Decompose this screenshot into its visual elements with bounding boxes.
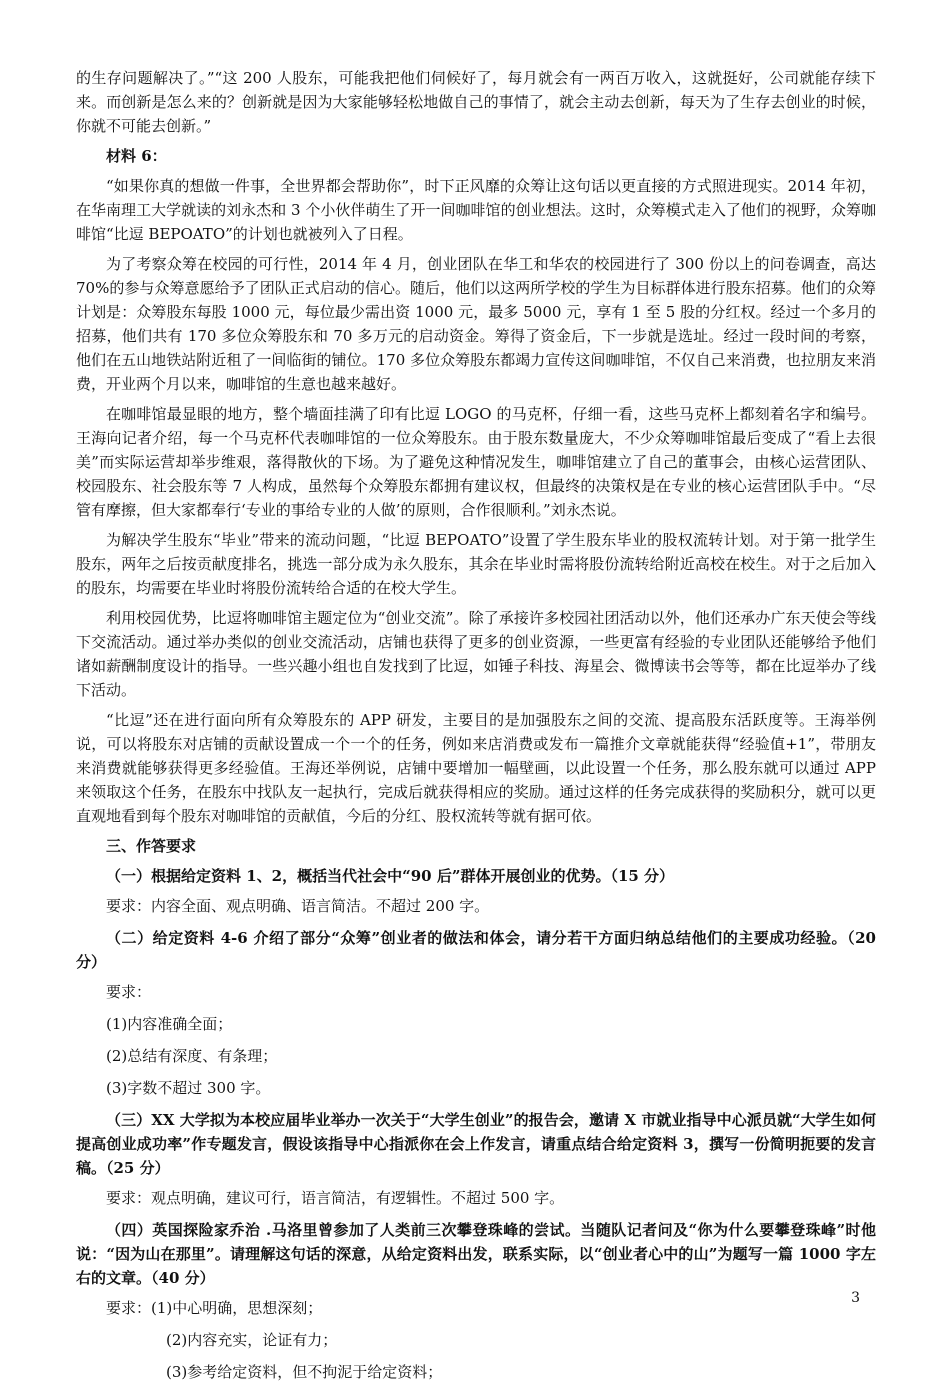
question-4-requirement-item: (2)内容充实，论证有力；	[166, 1331, 338, 1349]
material-6-paragraph-6: “比逗”还在进行面向所有众筹股东的 APP 研发，主要目的是加强股东之间的交流、提高股东活跃度等。王海举例说，可以将股东对店铺的贡献设置成一个一个的任务，例如来店消费或发布一篇推介文章就能获得“经验值+1”，带朋友来消费就能够获得更多经验值。王海还举例说，店铺中要增加一幅壁画，以此设置一个任务，那么股东就可以通过 APP 来领取这个任务，在股东中找队友一起执行，完成后就获得相应的奖励。通过这样的任务完成获得的奖励积分，就可以更直观地看到每个股东对咖啡馆的贡献值，今后的分红、股权流转等就有据可依。	[76, 711, 876, 825]
material-6-paragraph-3: 在咖啡馆最显眼的地方，整个墙面挂满了印有比逗 LOGO 的马克杯，仔细一看，这些马克杯上都刻着名字和编号。王海向记者介绍，每一个马克杯代表咖啡馆的一位众筹股东。由于股东数量庞大，不少众筹咖啡馆最后变成了“看上去很美”而实际运营却举步维艰，落得散伙的下场。为了避免这种情况发生，咖啡馆建立了自己的董事会，由核心运营团队、校园股东、社会股东等 7 人构成，虽然每个众筹股东都拥有建议权，但最终的决策权是在专业的核心运营团队手中。“尽管有摩擦，但大家都奉行‘专业的事给专业的人做’的原则，合作很顺利。”刘永杰说。	[76, 405, 876, 519]
question-2-requirement-label: 要求：	[106, 983, 152, 1001]
intro-paragraph: 的生存问题解决了。”“这 200 人股东，可能我把他们伺候好了，每月就会有一两百万收入，这就挺好，公司就能存续下来。而创新是怎么来的？创新就是因为大家能够轻松地做自己的事情了，就会主动去创新，每天为了生存去创业的时候，你就不可能去创新。”	[76, 69, 876, 135]
question-1: （一）根据给定资料 1、2，概括当代社会中“90 后”群体开展创业的优势。（15 分）	[106, 867, 675, 885]
material-6-paragraph-2: 为了考察众筹在校园的可行性，2014 年 4 月，创业团队在华工和华农的校园进行了 300 份以上的问卷调查，高达 70%的参与众筹意愿给予了团队正式启动的信心。随后，他们以这两所学校的学生为目标群体进行股东招募。他们的众筹计划是：众筹股东每股 1000 元，每位最少需出资 1000 元，最多 5000 元，享有 1 至 5 股的分红权。经过一个多月的招募，他们共有 170 多位众筹股东和 70 多万元的启动资金。筹得了资金后，下一步就是选址。经过一段时间的考察，他们在五山地铁站附近租了一间临街的铺位。170 多位众筹股东都竭力宣传这间咖啡馆，不仅自己来消费，也拉朋友来消费，开业两个月以来，咖啡馆的生意也越来越好。	[76, 255, 876, 393]
material-6-title: 材料 6：	[106, 147, 167, 165]
document-page	[76, 66, 876, 1392]
question-2-requirement-item: (3)字数不超过 300 字。	[106, 1079, 271, 1097]
question-4-requirement-item: (3)参考给定资料，但不拘泥于给定资料；	[166, 1363, 443, 1381]
question-1-requirement: 要求：内容全面、观点明确、语言简洁。不超过 200 字。	[106, 897, 490, 915]
question-2-requirement-item: (1)内容准确全面；	[106, 1015, 233, 1033]
page-number: 3	[851, 1290, 860, 1306]
question-2: （二）给定资料 4-6 介绍了部分“众筹”创业者的做法和体会，请分若干方面归纳总结他们的主要成功经验。（20 分）	[76, 929, 876, 971]
material-6-paragraph-4: 为解决学生股东“毕业”带来的流动问题，“比逗 BEPOATO”设置了学生股东毕业的股权流转计划。对于第一批学生股东，两年之后按贡献度排名，挑选一部分成为永久股东，其余在毕业时需将股份流转给附近高校在校生。对于之后加入的股东，均需要在毕业时将股份流转给合适的在校大学生。	[76, 531, 876, 597]
question-4: （四）英国探险家乔治 .马洛里曾参加了人类前三次攀登珠峰的尝试。当随队记者问及“你为什么要攀登珠峰”时他说：“因为山在那里”。请理解这句话的深意，从给定资料出发，联系实际，以“创业者心中的山”为题写一篇 1000 字左右的文章。（40 分）	[76, 1221, 876, 1287]
section-3-title: 三、作答要求	[106, 837, 197, 855]
question-2-requirement-item: (2)总结有深度、有条理；	[106, 1047, 278, 1065]
question-3-requirement: 要求：观点明确，建议可行，语言简洁，有逻辑性。不超过 500 字。	[106, 1189, 565, 1207]
question-3: （三）XX 大学拟为本校应届毕业举办一次关于“大学生创业”的报告会，邀请 X 市就业指导中心派员就“大学生如何提高创业成功率”作专题发言，假设该指导中心指派你在会上作发言，请重点结合给定资料 3，撰写一份简明扼要的发言稿。（25 分）	[76, 1111, 876, 1177]
question-4-requirement-first: 要求：(1)中心明确，思想深刻；	[106, 1299, 323, 1317]
material-6-paragraph-1: “如果你真的想做一件事，全世界都会帮助你”，时下正风靡的众筹让这句话以更直接的方式照进现实。2014 年初，在华南理工大学就读的刘永杰和 3 个小伙伴萌生了开一间咖啡馆的创业想法。这时，众筹模式走入了他们的视野，众筹咖啡馆“比逗 BEPOATO”的计划也就被列入了日程。	[76, 177, 876, 243]
material-6-paragraph-5: 利用校园优势，比逗将咖啡馆主题定位为“创业交流”。除了承接许多校园社团活动以外，他们还承办广东天使会等线下交流活动。通过举办类似的创业交流活动，店铺也获得了更多的创业资源，一些更富有经验的专业团队还能够给予他们诸如薪酬制度设计的指导。一些兴趣小组也自发找到了比逗，如锤子科技、海星会、微博读书会等等，都在比逗举办了线下活动。	[76, 609, 876, 699]
